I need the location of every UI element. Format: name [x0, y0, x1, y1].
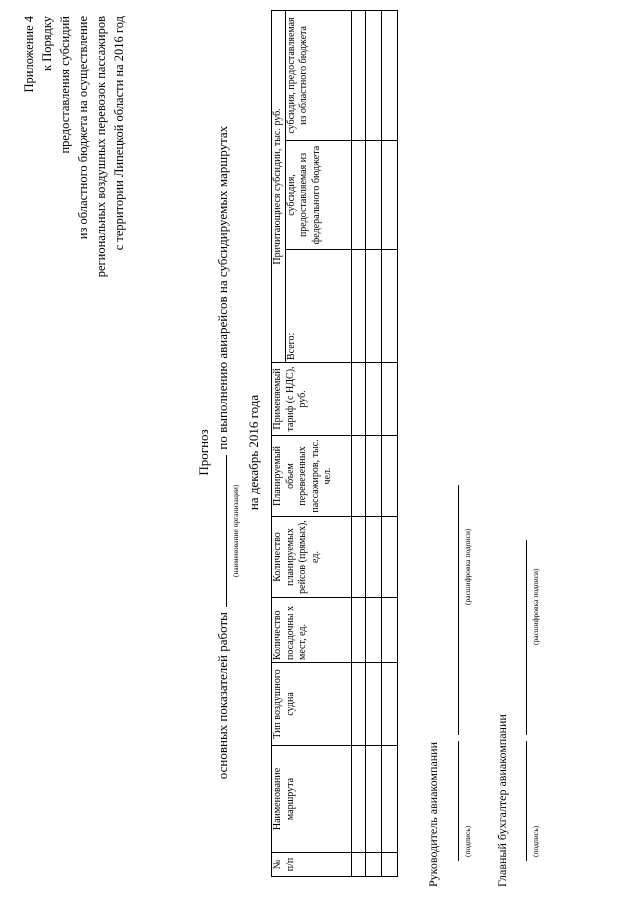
organization-blank [214, 455, 240, 607]
table-cell [365, 853, 381, 877]
period-line: на декабрь 2016 года [246, 394, 261, 511]
table-row [351, 10, 365, 876]
head-signature-note: (подпись) [463, 825, 472, 857]
document-title: Прогноз [196, 429, 211, 476]
appendix-line: с территории Липецкой области на 2016 год [112, 16, 126, 251]
subtitle-suffix: по выполнению авиарейсов на субсидируемых маршрутах [215, 125, 230, 450]
appendix-block [20, 16, 128, 416]
table-row [381, 10, 397, 876]
header-subsidy-group: Причитающиеся субсидии, тыс. руб. [272, 10, 286, 362]
table-cell [381, 598, 397, 663]
header-flights: Количество планируемых рейсов (прямых), ед. [272, 517, 352, 598]
head-signature-line [458, 741, 459, 861]
table-cell [381, 746, 397, 853]
table-cell [365, 363, 381, 436]
table-cell [351, 363, 365, 436]
table-cell [351, 663, 365, 746]
header-passengers: Планируемый объем перевезенных пассажиров, тыс. чел. [272, 436, 352, 517]
document-subtitle [214, 0, 240, 905]
table-cell [365, 663, 381, 746]
table-cell [381, 663, 397, 746]
table-cell [351, 436, 365, 517]
table-cell [381, 10, 397, 140]
accountant-decoding-line [526, 540, 527, 735]
header-regional-subsidy: субсидия, предоставляемая из областного бюджета [285, 10, 351, 140]
header-number: № п/п [272, 853, 352, 877]
forecast-table [271, 10, 398, 877]
table-cell [351, 10, 365, 140]
table-cell [351, 250, 365, 363]
header-seats: Количество посадочны х мест, ед. [272, 598, 352, 663]
appendix-line: к Порядку [40, 16, 54, 71]
accountant-signature-note: (подпись) [531, 825, 540, 857]
head-decoding-note: (расшифровка подписи) [463, 528, 472, 605]
header-federal-subsidy: субсидия, предоставляемая из федерального бюджета [285, 141, 351, 250]
accountant-signature-line [526, 741, 527, 861]
appendix-line: предоставления субсидий [58, 16, 72, 154]
header-route: Наименование маршрута [272, 746, 352, 853]
table-cell [365, 10, 381, 140]
table-cell [351, 598, 365, 663]
head-decoding-line [458, 485, 459, 735]
table-cell [351, 853, 365, 877]
table-cell [365, 746, 381, 853]
table-cell [351, 517, 365, 598]
table-cell [381, 141, 397, 250]
header-aircraft-type: Тип воздушного судна [272, 663, 352, 746]
table-cell [351, 141, 365, 250]
header-total: Всего: [285, 250, 351, 363]
table-cell [365, 517, 381, 598]
organization-note: (наименование организации) [231, 484, 240, 578]
appendix-line: Приложение 4 [22, 16, 36, 93]
table-cell [351, 746, 365, 853]
table-cell [381, 436, 397, 517]
header-tariff: Применяемый тариф (с НДС), руб. [272, 363, 352, 436]
table-cell [381, 363, 397, 436]
table-cell [365, 598, 381, 663]
appendix-line: из областного бюджета на осуществление [76, 16, 90, 240]
table-cell [381, 250, 397, 363]
table-cell [381, 517, 397, 598]
accountant-signature-label: Главный бухгалтер авиакомпании [495, 714, 509, 887]
table-cell [365, 250, 381, 363]
table-row [365, 10, 381, 876]
accountant-decoding-note: (расшифровка подписи) [531, 568, 540, 645]
head-signature-label: Руководитель авиакомпании [426, 741, 440, 887]
table-cell [381, 853, 397, 877]
table-cell [365, 436, 381, 517]
appendix-line: региональных воздушных перевозок пассажиров [94, 16, 108, 278]
table-cell [365, 141, 381, 250]
subtitle-prefix: основных показателей работы [215, 612, 230, 780]
